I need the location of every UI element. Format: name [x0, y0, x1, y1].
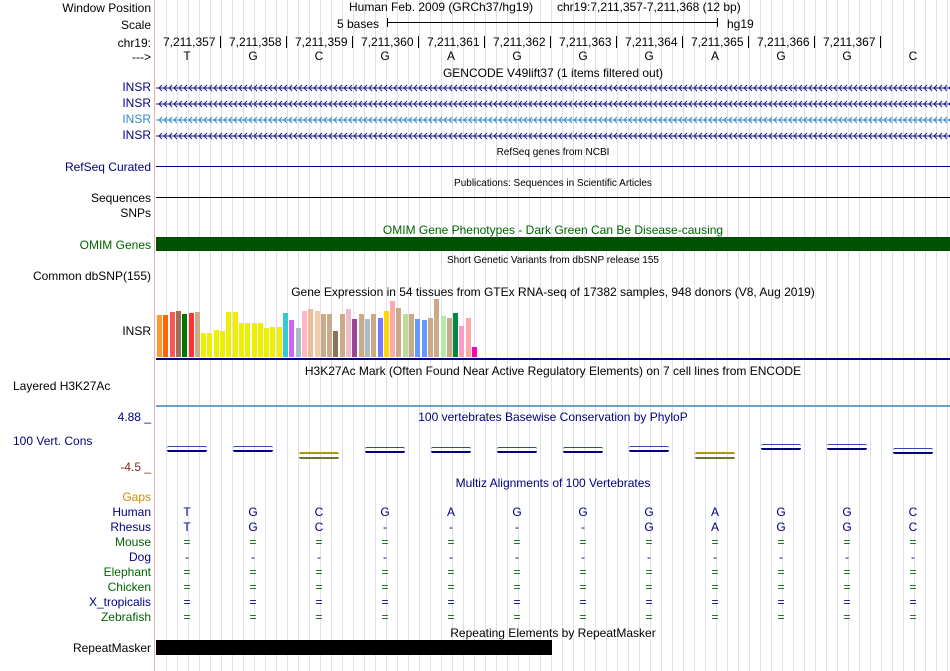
- gaps-label[interactable]: Gaps: [122, 490, 151, 504]
- scale-text: 5 bases: [337, 17, 380, 31]
- gencode-label-3[interactable]: INSR: [122, 112, 151, 126]
- ruler-position: 7,211,367: [823, 35, 876, 49]
- multiz-title: Multiz Alignments of 100 Vertebrates: [455, 476, 651, 490]
- species-label[interactable]: X_tropicalis: [88, 595, 151, 609]
- omim-label[interactable]: OMIM Genes: [79, 238, 151, 252]
- ruler-position: 7,211,364: [625, 35, 678, 49]
- alignment-base: -: [515, 550, 519, 564]
- label-divider: [154, 0, 155, 671]
- base-letter: G: [380, 49, 390, 63]
- db-label: hg19: [727, 17, 754, 31]
- alignment-base: C: [314, 520, 324, 534]
- alignment-base: =: [249, 580, 257, 594]
- alignment-base: =: [843, 595, 851, 609]
- cons-max-label: 4.88 _: [117, 410, 151, 424]
- ruler-tick: [352, 36, 353, 48]
- scale-label: Scale: [120, 18, 151, 32]
- alignment-base: -: [845, 550, 849, 564]
- alignment-base: T: [183, 505, 191, 519]
- alignment-base: =: [843, 610, 851, 624]
- alignment-base: =: [711, 610, 719, 624]
- alignment-base: =: [711, 595, 719, 609]
- gtex-tissue-bar[interactable]: [333, 331, 338, 357]
- alignment-base: =: [447, 595, 455, 609]
- alignment-base: =: [711, 580, 719, 594]
- gtex-label[interactable]: INSR: [122, 324, 151, 338]
- gtex-tissue-bar[interactable]: [176, 311, 181, 357]
- chrom-label: chr19:: [117, 36, 151, 50]
- alignment-base: G: [776, 520, 786, 534]
- alignment-base: =: [513, 535, 521, 549]
- alignment-base: A: [446, 505, 455, 519]
- alignment-base: =: [909, 595, 917, 609]
- gtex-tissue-bar[interactable]: [163, 315, 168, 357]
- cons-track-label[interactable]: 100 Vert. Cons: [13, 434, 93, 448]
- strand-label[interactable]: --->: [132, 50, 151, 64]
- ruler-position: 7,211,366: [757, 35, 810, 49]
- alignment-base: =: [381, 580, 389, 594]
- alignment-base: G: [248, 520, 258, 534]
- ruler-position: 7,211,357: [163, 35, 216, 49]
- alignment-base: =: [183, 565, 191, 579]
- alignment-base: -: [779, 550, 783, 564]
- gtex-tissue-bar[interactable]: [466, 318, 471, 357]
- alignment-base: =: [381, 535, 389, 549]
- track-labels-column: [0, 0, 153, 671]
- alignment-base: =: [447, 565, 455, 579]
- h3k27ac-label[interactable]: Layered H3K27Ac: [13, 379, 111, 393]
- alignment-base: =: [645, 565, 653, 579]
- alignment-base: G: [644, 520, 654, 534]
- phylop-score-mark[interactable]: [629, 446, 669, 452]
- alignment-base: =: [777, 580, 785, 594]
- species-label[interactable]: Chicken: [107, 580, 151, 594]
- alignment-base: =: [711, 535, 719, 549]
- ruler-position: 7,211,361: [427, 35, 480, 49]
- gtex-tissue-bar[interactable]: [258, 323, 263, 357]
- ruler-position: 7,211,360: [361, 35, 414, 49]
- alignment-base: =: [183, 535, 191, 549]
- species-label[interactable]: Zebrafish: [100, 610, 151, 624]
- base-letter: T: [183, 49, 191, 63]
- gtex-tissue-bar[interactable]: [359, 314, 364, 357]
- alignment-base: =: [645, 580, 653, 594]
- refseq-title: RefSeq genes from NCBI: [496, 147, 610, 158]
- h3k27ac-signal[interactable]: [156, 405, 950, 407]
- gtex-tissue-bar[interactable]: [346, 309, 351, 357]
- alignment-base: -: [449, 550, 453, 564]
- ruler-tick: [484, 36, 485, 48]
- alignment-base: =: [249, 595, 257, 609]
- ruler-tick: [748, 36, 749, 48]
- alignment-base: G: [776, 505, 786, 519]
- cons-min-label: -4.5 _: [120, 460, 151, 474]
- gtex-title: Gene Expression in 54 tissues from GTEx RNA-seq of 17382 samples, 948 donors (V8, Aug 2019): [291, 285, 815, 299]
- gtex-tissue-bar[interactable]: [415, 319, 420, 357]
- alignment-base: =: [843, 535, 851, 549]
- alignment-base: =: [183, 595, 191, 609]
- gtex-tissue-bar[interactable]: [472, 347, 477, 357]
- alignment-base: =: [513, 565, 521, 579]
- omim-bar[interactable]: [156, 237, 950, 251]
- alignment-base: -: [383, 550, 387, 564]
- alignment-base: C: [908, 505, 918, 519]
- gtex-tissue-bar[interactable]: [220, 331, 225, 357]
- gtex-tissue-bar[interactable]: [434, 299, 439, 357]
- gtex-tissue-bar[interactable]: [453, 313, 458, 357]
- gtex-tissue-bar[interactable]: [428, 318, 433, 357]
- gtex-tissue-bar[interactable]: [270, 327, 275, 357]
- species-label[interactable]: Mouse: [114, 535, 151, 549]
- alignment-base: =: [909, 580, 917, 594]
- alignment-base: =: [843, 565, 851, 579]
- gtex-tissue-bar[interactable]: [447, 318, 452, 357]
- gtex-tissue-bar[interactable]: [409, 314, 414, 357]
- gtex-tissue-bar[interactable]: [157, 315, 162, 357]
- base-letter: A: [446, 49, 455, 63]
- phylop-score-mark[interactable]: [761, 444, 801, 450]
- phylop-score-mark[interactable]: [365, 447, 405, 453]
- alignment-base: =: [249, 535, 257, 549]
- refseq-line[interactable]: [156, 166, 950, 167]
- ruler-tick: [286, 36, 287, 48]
- gtex-tissue-bar[interactable]: [321, 314, 326, 357]
- alignment-base: =: [315, 595, 323, 609]
- scale-bar-left-tick: [387, 18, 388, 27]
- base-letter: A: [710, 49, 719, 63]
- alignment-base: =: [381, 595, 389, 609]
- gtex-tissue-bar[interactable]: [384, 311, 389, 357]
- alignment-base: -: [449, 520, 453, 534]
- alignment-base: G: [248, 505, 258, 519]
- gtex-tissue-bar[interactable]: [390, 301, 395, 357]
- alignment-base: =: [909, 610, 917, 624]
- alignment-base: =: [513, 610, 521, 624]
- ruler-position: 7,211,362: [493, 35, 546, 49]
- species-label[interactable]: Elephant: [103, 565, 151, 579]
- alignment-base: =: [447, 580, 455, 594]
- gtex-tissue-bar[interactable]: [396, 308, 401, 357]
- gtex-tissue-bar[interactable]: [302, 311, 307, 357]
- ruler-position: 7,211,359: [295, 35, 348, 49]
- phylop-title: 100 vertebrates Basewise Conservation by PhyloP: [418, 410, 688, 424]
- alignment-base: =: [183, 580, 191, 594]
- alignment-base: -: [713, 550, 717, 564]
- gtex-tissue-bar[interactable]: [245, 323, 250, 357]
- alignment-base: -: [383, 520, 387, 534]
- alignment-base: =: [579, 595, 587, 609]
- alignment-base: -: [581, 520, 585, 534]
- gtex-tissue-bar[interactable]: [252, 323, 257, 357]
- base-letter: G: [842, 49, 852, 63]
- ruler-position: 7,211,363: [559, 35, 612, 49]
- alignment-base: -: [515, 520, 519, 534]
- ruler-tick: [616, 36, 617, 48]
- alignment-base: =: [579, 535, 587, 549]
- alignment-base: C: [314, 505, 324, 519]
- alignment-base: =: [579, 565, 587, 579]
- dbsnp-title: Short Genetic Variants from dbSNP release 155: [447, 255, 659, 266]
- gtex-tissue-bar[interactable]: [264, 328, 269, 357]
- alignment-base: G: [512, 505, 522, 519]
- alignment-base: =: [315, 610, 323, 624]
- alignment-base: =: [777, 595, 785, 609]
- ruler-position: 7,211,365: [691, 35, 744, 49]
- ruler-tick: [220, 36, 221, 48]
- alignment-base: =: [645, 595, 653, 609]
- alignment-base: =: [909, 565, 917, 579]
- phylop-score-mark[interactable]: [695, 452, 735, 459]
- gtex-tissue-bar[interactable]: [170, 312, 175, 357]
- alignment-base: G: [380, 505, 390, 519]
- alignment-base: =: [381, 610, 389, 624]
- gtex-tissue-bar[interactable]: [308, 309, 313, 357]
- gtex-tissue-bar[interactable]: [289, 320, 294, 357]
- pubs-title: Publications: Sequences in Scientific Articles: [454, 178, 652, 189]
- gtex-tissue-bar[interactable]: [277, 327, 282, 357]
- alignment-base: -: [317, 550, 321, 564]
- gtex-tissue-bar[interactable]: [207, 333, 212, 357]
- gencode-label-2[interactable]: INSR: [122, 96, 151, 110]
- region-title: chr19:7,211,357-7,211,368 (12 bp): [557, 0, 741, 14]
- phylop-score-mark[interactable]: [167, 446, 207, 452]
- gtex-tissue-bar[interactable]: [340, 314, 345, 357]
- gtex-tissue-bar[interactable]: [226, 312, 231, 357]
- gtex-tissue-bar[interactable]: [182, 314, 187, 357]
- gtex-tissue-bar[interactable]: [327, 314, 332, 357]
- alignment-base: C: [908, 520, 918, 534]
- gtex-tissue-bar[interactable]: [195, 312, 200, 357]
- alignment-base: =: [447, 535, 455, 549]
- gtex-tissue-bar[interactable]: [214, 330, 219, 357]
- ruler-tick: [418, 36, 419, 48]
- ruler-position: 7,211,358: [229, 35, 282, 49]
- alignment-base: =: [711, 565, 719, 579]
- gtex-tissue-bar[interactable]: [239, 323, 244, 357]
- snps-label[interactable]: SNPs: [120, 206, 151, 220]
- species-label[interactable]: Rhesus: [110, 520, 151, 534]
- track-image[interactable]: [156, 0, 950, 671]
- alignment-base: -: [911, 550, 915, 564]
- base-letter: G: [644, 49, 654, 63]
- repeatmasker-label[interactable]: RepeatMasker: [72, 641, 151, 655]
- alignment-base: G: [842, 520, 852, 534]
- alignment-base: -: [251, 550, 255, 564]
- alignment-base: T: [183, 520, 191, 534]
- species-label[interactable]: Human: [112, 505, 151, 519]
- alignment-base: =: [909, 535, 917, 549]
- sequences-label[interactable]: Sequences: [90, 191, 151, 205]
- ruler-tick: [814, 36, 815, 48]
- gtex-tissue-bar[interactable]: [283, 313, 288, 357]
- alignment-base: =: [249, 565, 257, 579]
- assembly-title: Human Feb. 2009 (GRCh37/hg19): [349, 0, 534, 14]
- phylop-score-mark[interactable]: [563, 447, 603, 453]
- gtex-tissue-bar[interactable]: [371, 314, 376, 357]
- phylop-score-mark[interactable]: [827, 444, 867, 450]
- base-letter: G: [776, 49, 786, 63]
- pubs-line[interactable]: [156, 197, 950, 198]
- gtex-tissue-bar[interactable]: [403, 314, 408, 357]
- gtex-tissue-bar[interactable]: [315, 311, 320, 357]
- gtex-baseline: [156, 358, 950, 360]
- gencode-label-1[interactable]: INSR: [122, 80, 151, 94]
- phylop-score-mark[interactable]: [497, 447, 537, 453]
- ruler-tick: [550, 36, 551, 48]
- omim-title: OMIM Gene Phenotypes - Dark Green Can Be Disease-causing: [382, 223, 724, 237]
- alignment-base: =: [315, 535, 323, 549]
- alignment-base: A: [710, 520, 719, 534]
- phylop-score-mark[interactable]: [893, 448, 933, 454]
- alignment-base: -: [581, 550, 585, 564]
- alignment-base: =: [579, 580, 587, 594]
- alignment-base: =: [315, 580, 323, 594]
- gtex-tissue-bar[interactable]: [233, 312, 238, 357]
- alignment-base: =: [513, 595, 521, 609]
- h3k27ac-title: H3K27Ac Mark (Often Found Near Active Regulatory Elements) on 7 cell lines from ENCODE: [304, 364, 802, 378]
- gencode-label-4[interactable]: INSR: [122, 128, 151, 142]
- alignment-base: =: [579, 610, 587, 624]
- species-label[interactable]: Dog: [128, 550, 151, 564]
- base-letter: G: [248, 49, 258, 63]
- alignment-base: =: [645, 610, 653, 624]
- phylop-score-mark[interactable]: [431, 447, 471, 453]
- alignment-base: =: [447, 610, 455, 624]
- repeat-element[interactable]: [156, 640, 552, 655]
- alignment-base: =: [315, 565, 323, 579]
- alignment-base: =: [777, 535, 785, 549]
- phylop-conservation[interactable]: [156, 420, 950, 470]
- alignment-base: =: [777, 610, 785, 624]
- alignment-base: =: [645, 535, 653, 549]
- alignment-base: =: [513, 580, 521, 594]
- alignment-base: =: [381, 565, 389, 579]
- gencode-title: GENCODE V49lift37 (1 items filtered out): [442, 66, 664, 80]
- scale-bar: [387, 22, 717, 23]
- alignment-base: -: [185, 550, 189, 564]
- gtex-bar-chart[interactable]: [156, 299, 556, 357]
- refseq-label[interactable]: RefSeq Curated: [64, 160, 151, 174]
- phylop-score-mark[interactable]: [233, 446, 273, 452]
- alignment-base: =: [249, 610, 257, 624]
- gtex-tissue-bar[interactable]: [441, 316, 446, 357]
- ruler-tick: [880, 36, 881, 48]
- alignment-base: G: [578, 505, 588, 519]
- window-position-label: Window Position: [62, 1, 151, 15]
- gtex-tissue-bar[interactable]: [459, 326, 464, 357]
- phylop-score-mark[interactable]: [299, 452, 339, 459]
- base-letter: C: [314, 49, 324, 63]
- base-letter: C: [908, 49, 918, 63]
- dbsnp-label[interactable]: Common dbSNP(155): [32, 269, 151, 283]
- gencode-arrow-icon[interactable]: [156, 80, 950, 150]
- gtex-tissue-bar[interactable]: [378, 318, 383, 357]
- gtex-tissue-bar[interactable]: [365, 319, 370, 357]
- alignment-base: -: [647, 550, 651, 564]
- gtex-tissue-bar[interactable]: [352, 319, 357, 357]
- gtex-tissue-bar[interactable]: [296, 328, 301, 357]
- alignment-base: =: [183, 610, 191, 624]
- alignment-base: G: [842, 505, 852, 519]
- ruler-tick: [682, 36, 683, 48]
- gtex-tissue-bar[interactable]: [422, 320, 427, 357]
- alignment-base: =: [777, 565, 785, 579]
- base-letter: G: [578, 49, 588, 63]
- alignment-base: A: [710, 505, 719, 519]
- alignment-base: =: [843, 580, 851, 594]
- repeat-title: Repeating Elements by RepeatMasker: [450, 626, 656, 640]
- base-letter: G: [512, 49, 522, 63]
- gtex-tissue-bar[interactable]: [189, 313, 194, 357]
- scale-bar-right-tick: [717, 18, 718, 27]
- gtex-tissue-bar[interactable]: [201, 333, 206, 357]
- alignment-base: G: [644, 505, 654, 519]
